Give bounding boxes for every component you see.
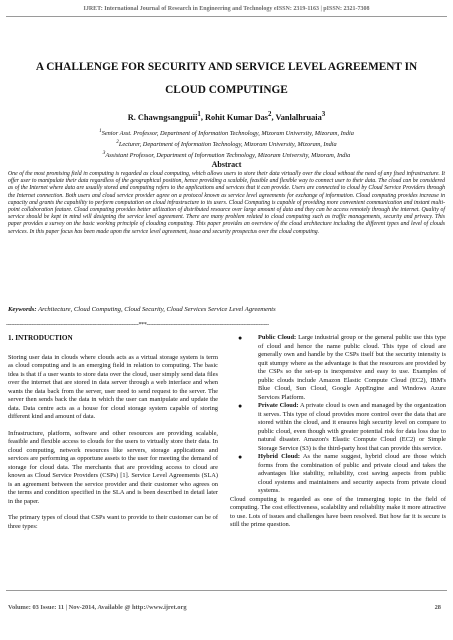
bullet-text: A private cloud is own and managed by the organization it serves. This type of cloud provides more control over the data that are stored within the cloud, and it ensures high security level on compare to public cloud, even though with greater potential risk for data loss due to natural disaster. Amazon's Elastic Compute Cloud (EC2) or Simple Storage Service (S3) is the third-party host that can provide this service. [258,402,446,452]
right-column [230,334,446,530]
keywords-label: Keywords: [8,306,37,313]
bullet-icon: ● [238,334,243,342]
right-column-paragraph: Cloud computing is regarded as one of the immerging topic in the field of computing. The cost effectiveness, scalability and reliability make it more attractive to use. Lots of issues and challenges have been resolved. But how far it is secure is still the prime question. [230,495,446,528]
affiliations [6,127,447,160]
introduction-heading: 1. INTRODUCTION [8,334,73,342]
affiliation-1 [6,127,447,138]
intro-paragraph-2: Infrastructure, platform, software and other resources are providing scalable, feasible and flexible access to clouds for the users to virtually store their data. In cloud computing, network resources like servers, storage applications and services are performing as opportune assets to the user for meeting the demand of storage for cloud data. The merchants that are providing access to cloud are known as Cloud Service Providers (CSPs) [1]. Service Level Agreements (SLA) is an agreement between the service provider and their customer who agrees on the terms and condition specified in the SLA and is been described in detail later in the paper. [8,429,218,505]
journal-header: IJRET: International Journal of Research in Engineering and Technology eISSN: 2319-1163 | pISSN: 2321-7308 [83,6,370,12]
bullet-label: Private Cloud: [258,402,299,409]
paper-title: A CHALLENGE FOR SECURITY AND SERVICE LEVEL AGREEMENT IN CLOUD COMPUTINGE [35,61,418,96]
header-rule [6,16,447,17]
author-2-sup: 2 [268,111,272,118]
left-column [8,334,218,539]
abstract-text: One of the most promising field in computing is regarded as cloud computing, which allows users to store their data virtually over the cloud without the need of any fixed infrastructure. It offer user to manipulate their data regardless of the geographical position, hence providing a scalable, feasible and flexible way to connect user to their data. The cloud can be considered as of the Internet where data are usually stored and computing refers to the applications and services that it can provide. Users are connected to cloud by Cloud Service Providers through the Internet connection. Both users and cloud service provider agree on a protocol known as service level agreements for exchange of information. Cloud computing provides increase in capacity and grants the capability to perform computation on cloud infrastructure to its users. Cloud Computing is capable of providing more convenient communication and instant multi-point collaboration feature. Cloud computing provides better utilization of distributed resource over large amount of data and they can be access remotely through the internet. Quality of service should be kept in mind will designing the service level agreement. There are many problem related to cloud computing such as traffic managements, security and privacy. This paper provides a survey on the basic working principle of clouding computing. This paper provides an overview of the cloud architecture including the different types and level of clouds services. In this paper focus has been made upon the service level agreement, issue and security prospectus over the cloud computing. [8,171,445,235]
author-1-sup: 1 [197,111,201,118]
intro-paragraph-3: The primary types of cloud that CSPs want to provide to their customer can be of three types: [8,514,218,530]
keywords-text: Architecture, Cloud Computing, Cloud Security, Cloud Services Service Level Agreements [36,306,276,313]
bullet-icon: ● [238,453,243,461]
section-separator: ------------------------------------------------------------------------------***------------------------------------------------------------------------ [6,322,269,328]
intro-paragraph-1: Storing user data in clouds where clouds acts as a virtual storage system is term as cloud computing and is an emerging field in relation to computing. The basic idea is that if a user wants to store data over the cloud, user simply send data files over the internet that are stored in data server through a web interface and when wants the data back from the server, user need to send request to the server. The server then sends back the data in which the user can manipulate and update the data. Data centre acts as a house for cloud storage system capable of storing different kind and amount of data. [8,353,218,420]
bullet-text: As the name suggest, hybrid cloud are those which forms from the combination of public and private cloud and takes the advantages like stability, reliability, cost saving aspects from public cloud systems and maintainers and security aspects from private cloud systems. [258,453,446,494]
page-number: 28 [434,604,441,611]
affiliation-3-text: Assistant Professor, Department of Information Technology, Mizoram University, Mizoram, India [105,152,351,160]
author-3: , Vanlalhruaia [271,112,322,122]
footer-rule [6,590,447,591]
affiliation-2-text: Lecturer, Department of Information Technology, Mizoram University, Mizoram, India [118,141,337,149]
bullet-text: Large industrial group or the general public use this type of cloud and hence the name public cloud. This type of cloud are generally own and handle by the CSPs itself but the security intensity is quit stumpy where as the advantage is that the resources are provided by the CSPs so the set-up is inexpensive and easy to use. Examples of public clouds include Amazon Elastic Compute Cloud (EC2), IBM's Blue Cloud, Sun Cloud, Google AppEngine and Windows Azure Services Platform. [258,334,446,401]
bullet-icon: ● [238,402,243,410]
author-3-sup: 3 [321,111,326,118]
footer-volume-info: Volume: 03 Issue: 11 | Nov-2014, Available @ http://www.ijret.org [8,604,187,611]
affiliation-3 [6,149,447,160]
affiliation-3-sup: 3 [102,150,106,157]
bullet-label: Hybrid Cloud: [258,453,300,460]
author-line [0,111,453,122]
bullet-private-cloud [230,402,446,453]
affiliation-1-sup: 1 [99,128,102,134]
bullet-hybrid-cloud [230,453,446,496]
affiliation-2 [6,138,447,149]
author-1: R. Chawngsangpuii [127,112,198,122]
bullet-public-cloud [230,334,446,402]
keywords [8,306,445,313]
affiliation-1-text: Senior Asst. Professor, Department of Information Technology, Mizoram University, Mizoram, India [101,130,354,138]
affiliation-2-sup: 2 [116,139,119,146]
abstract-heading: Abstract [211,160,242,169]
author-2: , Rohit Kumar Das [200,112,269,122]
bullet-label: Public Cloud: [258,334,297,341]
